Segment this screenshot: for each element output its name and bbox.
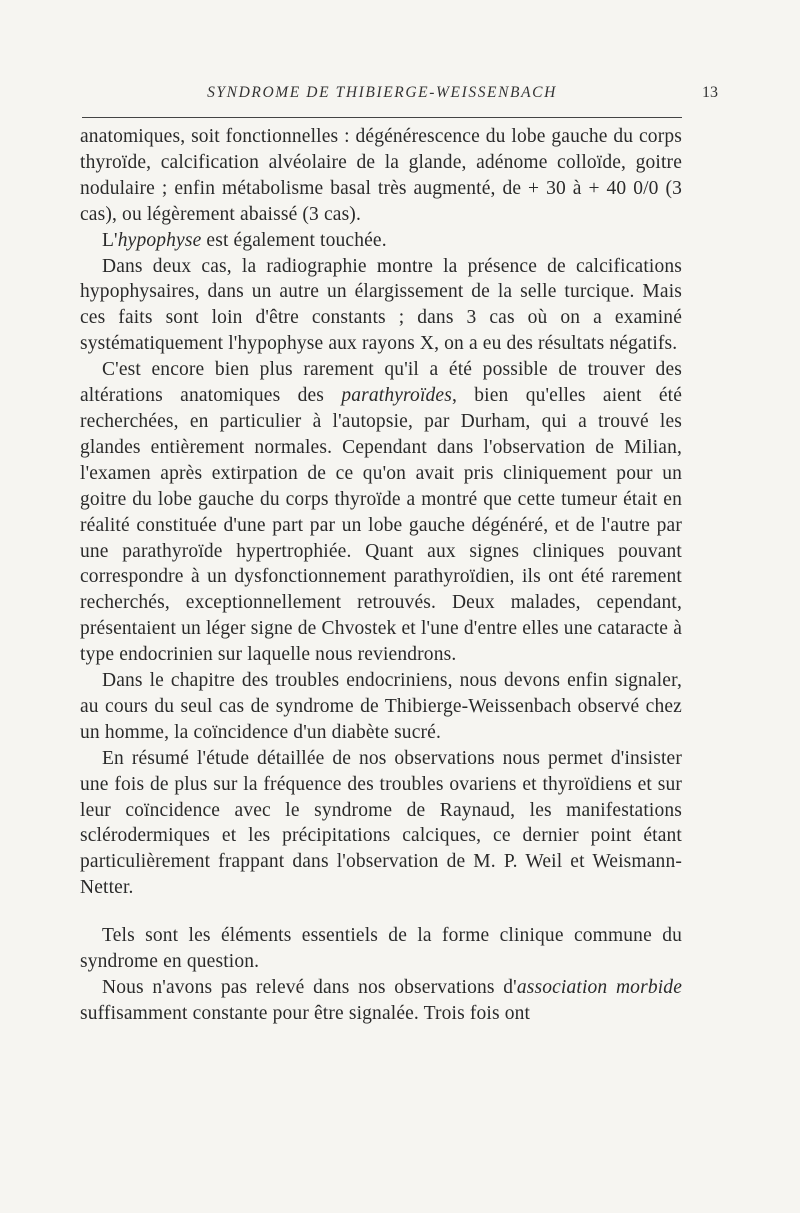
paragraph-4-suffix: , bien qu'elles aient été recherchées, en particulier à l'autopsie, par Durham, qui a trouvé les glandes entièrement normales. Cependant dans l'observation de Milian, l'examen après extirpation de ce qu'on avait pris cliniquement pour un goitre du lobe gauche du corps thyroïde a montré que cette tumeur était en réalité constituée d'une part par un lobe gauche dégénéré, et de l'autre par une parathyroïde hypertrophiée. Quant aux signes cliniques pouvant correspondre à un dysfonctionnement parathyroïdien, ils ont été rarement recherchés, exceptionnellement retrouvés. Deux malades, cependant, présentaient un léger signe de Chvostek et l'une d'entre elles une cataracte à type endocrinien sur laquelle nous reviendrons. (80, 385, 683, 666)
header-rule (82, 117, 682, 118)
paragraph-4-emphasis: parathyroïdes (341, 385, 452, 407)
paragraph-1: anatomiques, soit fonctionnelles : dégénérescence du lobe gauche du corps thyroïde, calcification alvéolaire de la glande, adénome colloïde, goitre nodulaire ; enfin métabolisme basal très augmenté, de + 30 à + 40 0/0 (3 cas), ou légèrement abaissé (3 cas). (80, 126, 682, 225)
paragraph-7: Tels sont les éléments essentiels de la forme clinique commune du syndrome en question. (80, 925, 682, 973)
page-number: 13 (702, 84, 718, 101)
paragraph-8 (80, 975, 682, 1027)
paragraph-3: Dans deux cas, la radiographie montre la présence de calcifications hypophysaires, dans un autre un élargissement de la selle turcique. Mais ces faits sont loin d'être constants ; dans 3 cas où on a examiné systématiquement l'hypophyse aux rayons X, on a eu des résultats négatifs. (80, 255, 682, 355)
paragraph-8-suffix: suffisamment constante pour être signalée. Trois fois ont (80, 1002, 531, 1024)
paragraph-4-prefix: C'est encore bien plus rarement qu'il a été possible de trouver des altérations anatomiques des (80, 359, 682, 407)
paragraph-6: En résumé l'étude détaillée de nos observations nous permet d'insister une fois de plus sur la fréquence des troubles ovariens et thyroïdiens et sur leur coïncidence avec le syndrome de Raynaud, les manifestations sclérodermiques et les précipitations calciques, ce dernier point étant particulièrement frappant dans l'observation de M. P. Weil et Weismann-Netter. (80, 747, 682, 899)
body-text (80, 124, 682, 1027)
paragraph-2 (80, 228, 682, 254)
paragraph-4 (80, 357, 682, 668)
paragraph-2-emphasis: hypophyse (117, 229, 202, 251)
paragraph-8-prefix: Nous n'avons pas relevé dans nos observations d' (102, 977, 517, 998)
paragraph-2-prefix: L' (102, 229, 118, 251)
paragraph-2-suffix: est également touchée. (201, 229, 387, 251)
running-head (82, 84, 718, 114)
paragraph-5: Dans le chapitre des troubles endocriniens, nous devons enfin signaler, au cours du seul cas de syndrome de Thibierge-Weissenbach observé chez un homme, la coïncidence d'un diabète sucré. (80, 670, 682, 743)
running-title: SYNDROME DE THIBIERGE-WEISSENBACH (207, 84, 557, 101)
paragraph-8-emphasis: association morbide (516, 977, 682, 998)
